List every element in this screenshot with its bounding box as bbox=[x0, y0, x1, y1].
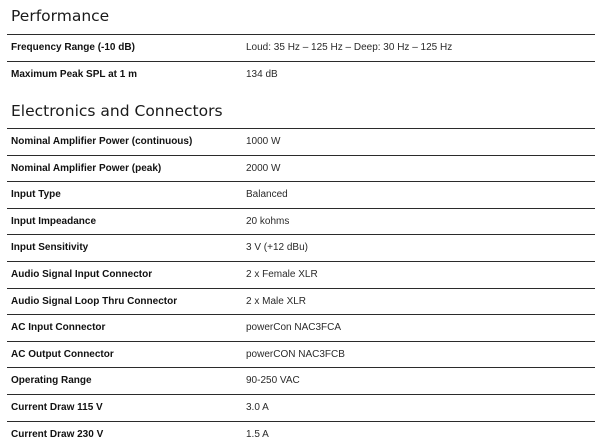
spec-value: 3.0 A bbox=[246, 401, 269, 413]
spec-value: 1000 W bbox=[246, 136, 281, 147]
spec-value: 90-250 VAC bbox=[246, 375, 300, 387]
spec-label: Input Type bbox=[11, 189, 61, 201]
table-row bbox=[7, 128, 595, 155]
spec-label: AC Input Connector bbox=[11, 322, 106, 334]
table-row bbox=[7, 394, 595, 421]
table-row bbox=[7, 155, 595, 182]
spec-label: AC Output Connector bbox=[11, 348, 114, 360]
spec-label: Frequency Range (-10 dB) bbox=[11, 42, 135, 53]
spec-value: Loud: 35 Hz – 125 Hz – Deep: 30 Hz – 125 Hz bbox=[246, 42, 453, 53]
table-row bbox=[7, 421, 595, 448]
spec-label: Input Sensitivity bbox=[11, 242, 89, 254]
spec-value: 134 dB bbox=[246, 68, 278, 80]
spec-label: Maximum Peak SPL at 1 m bbox=[11, 68, 137, 80]
spec-label: Input Impeadance bbox=[11, 215, 97, 227]
spec-value: 1.5 A bbox=[246, 428, 269, 440]
table-row bbox=[7, 367, 595, 394]
table-row bbox=[7, 288, 595, 315]
table-row bbox=[7, 34, 595, 61]
spec-label: Current Draw 230 V bbox=[11, 428, 104, 440]
table-row bbox=[7, 208, 595, 235]
spec-value: powerCon NAC3FCA bbox=[246, 322, 342, 334]
spec-value: Balanced bbox=[246, 189, 288, 201]
section-title-electronics: Electronics and Connectors bbox=[11, 102, 223, 120]
spec-label: Nominal Amplifier Power (peak) bbox=[11, 162, 162, 174]
spec-value: 20 kohms bbox=[246, 215, 290, 227]
spec-label: Audio Signal Loop Thru Connector bbox=[11, 295, 178, 307]
spec-value: 3 V (+12 dBu) bbox=[246, 242, 308, 254]
table-row bbox=[7, 61, 595, 88]
spec-label: Audio Signal Input Connector bbox=[11, 268, 153, 280]
performance-spec-table bbox=[7, 34, 595, 87]
spec-label: Operating Range bbox=[11, 375, 92, 387]
table-row bbox=[7, 314, 595, 341]
spec-label: Current Draw 115 V bbox=[11, 401, 103, 413]
table-row bbox=[7, 261, 595, 288]
spec-label: Nominal Amplifier Power (continuous) bbox=[11, 136, 193, 147]
section-title-performance: Performance bbox=[11, 7, 110, 25]
table-row bbox=[7, 181, 595, 208]
spec-value: powerCON NAC3FCB bbox=[246, 348, 345, 360]
electronics-spec-table bbox=[7, 128, 595, 447]
table-row bbox=[7, 341, 595, 368]
spec-value: 2 x Female XLR bbox=[246, 268, 318, 280]
table-row bbox=[7, 234, 595, 261]
spec-value: 2000 W bbox=[246, 162, 281, 174]
spec-value: 2 x Male XLR bbox=[246, 295, 307, 307]
